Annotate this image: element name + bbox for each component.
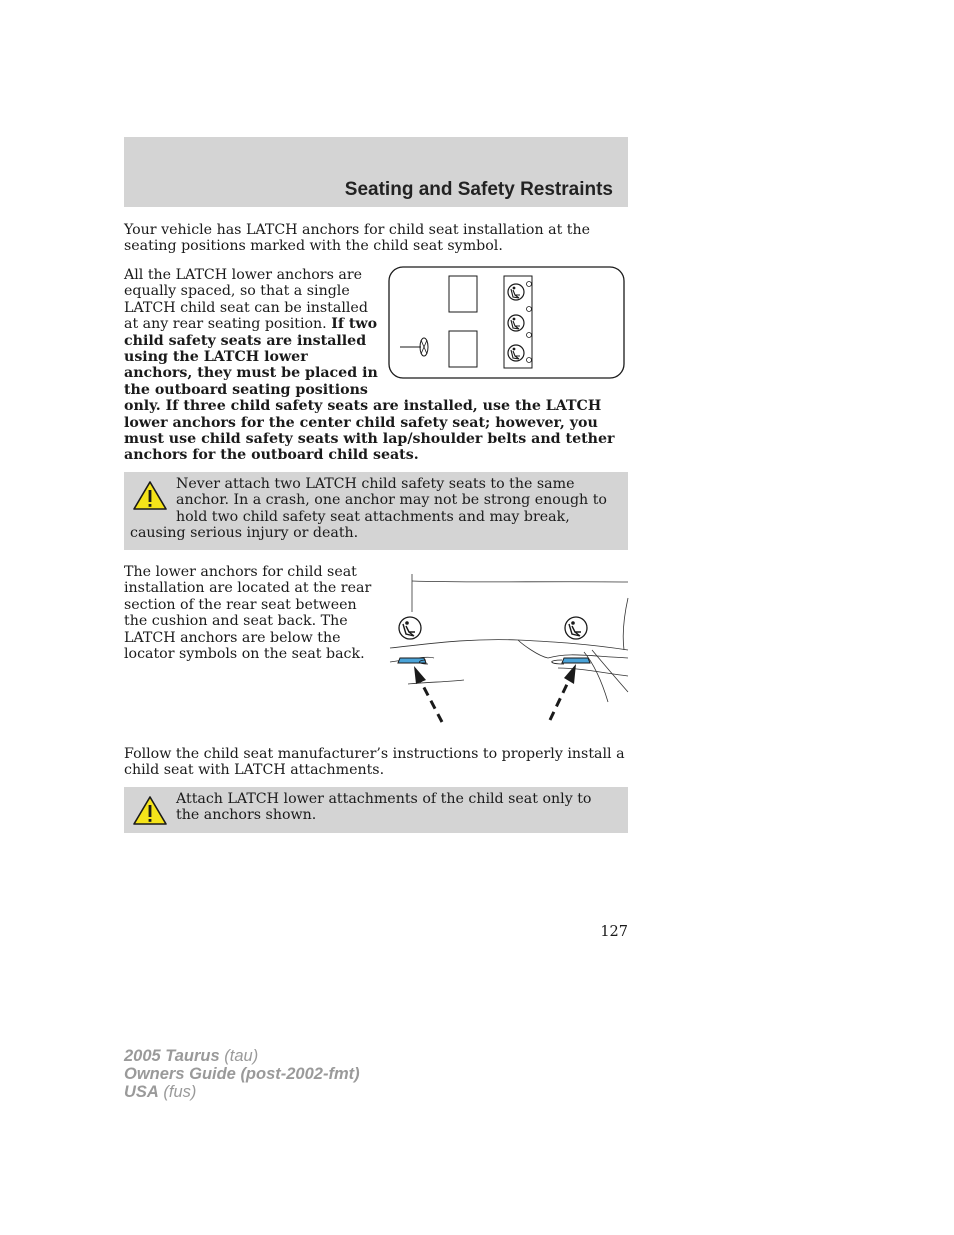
warning-box xyxy=(124,472,628,550)
headrest-marker xyxy=(527,333,532,338)
front-seat-right xyxy=(449,331,477,367)
intro-paragraph: Your vehicle has LATCH anchors for child seat installation at the seating positions marked with the child seat symbol. xyxy=(124,222,591,255)
rear-seat-anchor-diagram xyxy=(388,572,630,724)
footer-model: 2005 Taurus xyxy=(124,1047,220,1065)
warning-text: Attach LATCH lower attachments of the child seat only to the anchors shown. xyxy=(176,791,592,824)
warning-triangle-icon xyxy=(132,795,168,827)
lower-anchor-bar xyxy=(562,658,590,663)
footer-model-code: (tau) xyxy=(219,1047,259,1065)
arrow-head-icon xyxy=(564,664,576,684)
pointer-arrow xyxy=(420,680,442,722)
spacing-text: All the LATCH lower anchors are equally spaced, so that a single LATCH child seat can be installed at any rear seating position. xyxy=(124,267,368,333)
page-number: 127 xyxy=(600,924,628,940)
footer-guide: Owners Guide (post-2002-fmt) xyxy=(124,1065,360,1083)
child-seat-icon xyxy=(508,315,524,331)
lower-anchors-paragraph: The lower anchors for child seat installation are located at the rear section of the rear seat between the cushion and seat back. The LATCH anchors are below the locator symbols on the seat back. xyxy=(124,564,372,663)
headrest-marker xyxy=(527,282,532,287)
arrow-head-icon xyxy=(414,666,426,684)
follow-paragraph: Follow the child seat manufacturer’s instructions to properly install a child seat with LATCH attachments. xyxy=(124,746,625,779)
headrest-marker xyxy=(527,307,532,312)
front-seat-left xyxy=(449,276,477,312)
child-seat-icon xyxy=(508,345,524,361)
warning-text: Never attach two LATCH child safety seats to the same anchor. In a crash, one anchor may not be strong enough to hold two child safety seat attachments and may break, causing serious injury or death. xyxy=(130,476,607,542)
footer-market-code: (fus) xyxy=(158,1083,197,1101)
footer-market: USA xyxy=(124,1083,159,1101)
document-footer xyxy=(124,1047,360,1101)
seating-position-diagram xyxy=(388,266,626,380)
pointer-arrow xyxy=(550,678,570,720)
headrest-marker xyxy=(527,358,532,363)
section-title: Seating and Safety Restraints xyxy=(344,179,613,200)
spacing-bold-text: If two child safety seats are installed using the LATCH lower anchors, they must be placed in the outboard seating positions only. If three child safety seats are installed, use the LATCH lower anchors for the center child safety seat; however, you must use child safety seats with lap/shoulder belts and tether anchors for the outboard child seats. xyxy=(124,316,615,464)
child-seat-icon xyxy=(508,284,524,300)
warning-box xyxy=(124,787,628,833)
section-header-band xyxy=(124,137,628,207)
child-seat-locator-icon xyxy=(399,617,421,639)
child-seat-locator-icon xyxy=(565,617,587,639)
warning-triangle-icon xyxy=(132,480,168,512)
